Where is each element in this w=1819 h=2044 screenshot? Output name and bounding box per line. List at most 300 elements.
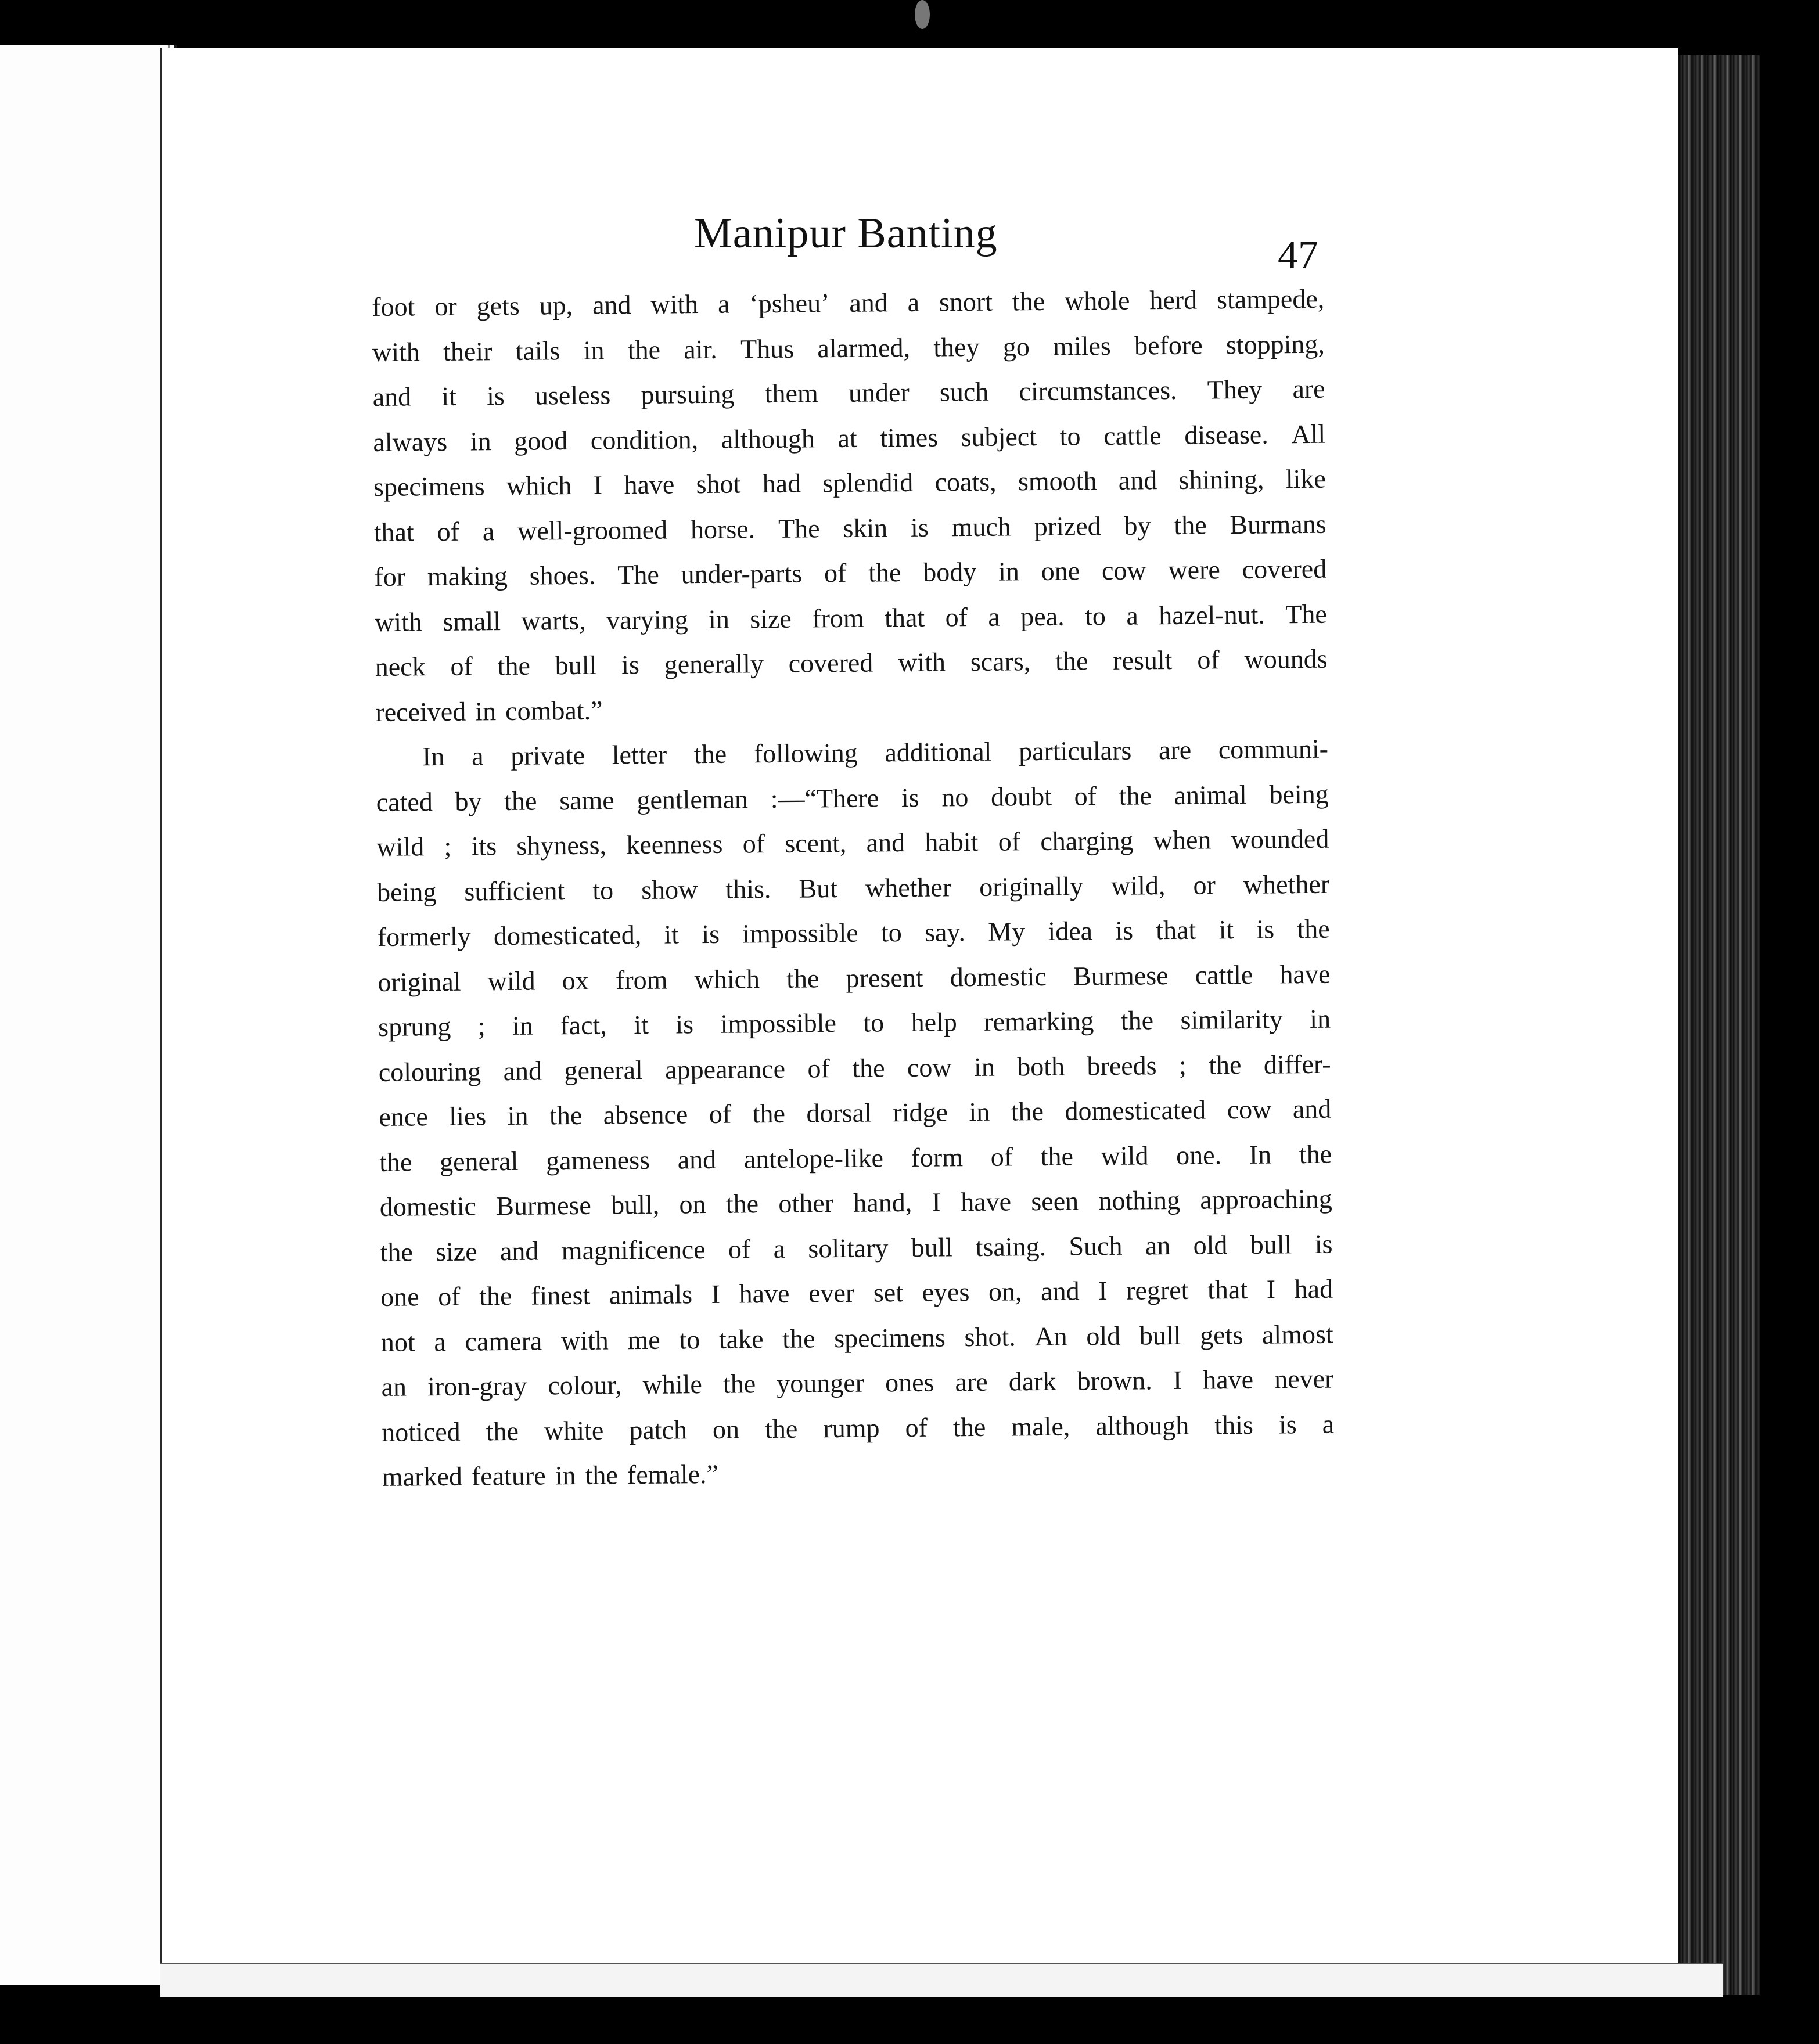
word: The: [1285, 599, 1328, 629]
word: idea: [1048, 916, 1093, 946]
word: marked: [382, 1461, 463, 1492]
text-line: [373, 501, 1326, 555]
word: splendid: [822, 467, 914, 498]
word: in: [555, 1460, 576, 1491]
word: received: [375, 696, 466, 727]
word: had: [1294, 1273, 1333, 1304]
word: to: [592, 875, 614, 905]
word: ‘pshеu’: [749, 288, 830, 319]
word: ence: [379, 1102, 428, 1132]
text-line: [378, 951, 1331, 1005]
word: the: [1209, 1049, 1242, 1079]
word: is: [901, 782, 919, 812]
word: while: [642, 1369, 703, 1399]
word: wild: [376, 832, 425, 862]
word: in: [475, 696, 497, 726]
word: result: [1113, 645, 1173, 675]
word: useless: [534, 380, 611, 411]
word: being: [1269, 779, 1329, 809]
word: stampede,: [1216, 283, 1325, 315]
word: in: [1310, 1003, 1331, 1034]
word: the: [1055, 646, 1088, 676]
text-line: [380, 1266, 1333, 1320]
word: hazel-nut.: [1158, 599, 1266, 630]
word: regret: [1126, 1275, 1189, 1305]
word: with: [897, 647, 946, 678]
word: male,: [1011, 1411, 1070, 1441]
word: it: [664, 919, 680, 949]
word: and: [866, 827, 905, 858]
word: me: [627, 1325, 660, 1355]
word: additional: [885, 736, 992, 768]
word: with: [650, 289, 699, 319]
word: the: [782, 1323, 815, 1354]
word: domestic: [379, 1191, 477, 1222]
word: cattle: [1195, 959, 1253, 990]
word: is: [910, 512, 929, 542]
word: patch: [629, 1414, 688, 1445]
word: the: [786, 963, 819, 994]
word: the: [585, 1460, 619, 1490]
word: ;: [444, 831, 452, 861]
text-line: [381, 1311, 1334, 1365]
word: An: [1034, 1321, 1067, 1351]
word: ;: [1178, 1050, 1187, 1080]
word: Thus: [740, 333, 795, 364]
word: animals: [609, 1279, 693, 1310]
word: originally: [979, 870, 1084, 902]
word: alarmed,: [817, 332, 911, 363]
word: cow: [1101, 555, 1146, 586]
body-text: [372, 276, 1335, 1500]
word: of: [709, 1099, 732, 1129]
word: covered: [1242, 553, 1327, 584]
word: for: [374, 562, 406, 592]
text-line: [378, 996, 1331, 1050]
word: iron-gray: [427, 1370, 527, 1402]
word: the: [627, 334, 661, 365]
word: varying: [606, 604, 688, 635]
word: ridge: [893, 1097, 948, 1128]
word: never: [1274, 1363, 1334, 1394]
word: a: [471, 741, 484, 771]
word: a: [717, 289, 730, 319]
word: their: [443, 336, 493, 366]
word: eyes: [922, 1277, 970, 1307]
word: size: [750, 603, 792, 634]
text-line: [379, 1131, 1332, 1185]
word: Such: [1069, 1230, 1123, 1261]
word: to: [863, 1007, 885, 1038]
word: to: [679, 1324, 700, 1354]
word: when: [1153, 825, 1212, 855]
word: the: [379, 1146, 412, 1177]
page-bottom-edge: [160, 1963, 1723, 1997]
word: the: [380, 1236, 413, 1267]
word: nothing: [1098, 1185, 1181, 1216]
word: wild: [487, 966, 535, 996]
word: are: [955, 1366, 988, 1397]
word: always: [373, 426, 448, 457]
word: with: [560, 1325, 609, 1355]
word: All: [1291, 419, 1326, 449]
facing-page-edge: [0, 45, 177, 1985]
word: from: [812, 603, 864, 633]
word: sufficient: [464, 875, 565, 906]
word: old: [1193, 1229, 1228, 1260]
word: are: [1292, 373, 1325, 404]
word: times: [880, 422, 939, 452]
word: seen: [1031, 1186, 1079, 1217]
word: it: [1218, 915, 1234, 945]
word: both: [1017, 1051, 1065, 1081]
word: prized: [1034, 510, 1101, 541]
word: size: [435, 1236, 477, 1266]
word: skin: [843, 512, 888, 543]
text-line: [374, 546, 1327, 600]
word: the: [752, 1098, 786, 1129]
word: good: [514, 425, 568, 456]
word: original: [378, 966, 461, 997]
word: of: [728, 1233, 751, 1264]
word: approaching: [1200, 1183, 1332, 1215]
word: ;: [477, 1011, 486, 1041]
word: is: [675, 1009, 694, 1039]
text-line: [373, 411, 1326, 465]
word: camera: [465, 1326, 542, 1356]
word: condition,: [590, 424, 699, 455]
word: in: [512, 1010, 534, 1041]
word: specimens: [373, 471, 485, 502]
word: shot: [696, 469, 741, 499]
word: the: [693, 739, 727, 769]
word: scent,: [785, 827, 847, 858]
word: wild,: [1110, 870, 1166, 901]
page-number: 47: [1278, 233, 1318, 278]
word: one: [380, 1282, 419, 1312]
word: I: [593, 470, 603, 500]
text-line: [376, 726, 1329, 780]
word: of: [945, 602, 968, 632]
text-line: [373, 456, 1326, 510]
word: making: [427, 560, 508, 592]
text-line: [378, 1041, 1331, 1095]
word: the: [725, 1189, 759, 1219]
word: although: [721, 423, 815, 454]
word: have: [739, 1278, 790, 1309]
word: of: [1074, 780, 1097, 811]
word: or: [1193, 869, 1216, 900]
word: shoes.: [529, 560, 596, 591]
word: take: [718, 1323, 764, 1354]
word: absence: [603, 1099, 688, 1130]
word: female.”: [627, 1459, 719, 1490]
word: animal: [1174, 779, 1248, 810]
word: snort: [939, 286, 993, 317]
word: in: [969, 1096, 990, 1127]
word: from: [615, 965, 668, 995]
word: that: [1207, 1274, 1248, 1305]
word: scars,: [970, 646, 1031, 677]
word: remarking: [984, 1006, 1094, 1037]
word: neck: [375, 652, 426, 682]
word: of: [998, 826, 1021, 857]
word: of: [450, 651, 473, 681]
word: of: [1197, 645, 1220, 675]
word: an: [1145, 1230, 1171, 1260]
word: sprung: [378, 1011, 451, 1042]
word: pursuing: [641, 379, 735, 409]
word: subject: [961, 421, 1037, 452]
word: ox: [562, 965, 589, 995]
word: at: [837, 423, 857, 453]
word: the: [1299, 1139, 1332, 1169]
word: letter: [612, 739, 667, 770]
word: and: [592, 290, 631, 320]
word: domesticated: [1065, 1095, 1206, 1126]
word: of: [437, 516, 460, 546]
word: them: [764, 378, 818, 409]
word: wild: [1101, 1140, 1149, 1171]
word: bull: [1139, 1320, 1181, 1351]
word: to: [1084, 600, 1106, 631]
word: is: [1115, 915, 1134, 945]
word: I: [1098, 1276, 1108, 1306]
word: The: [617, 559, 660, 590]
text-line: [375, 681, 1328, 735]
word: horse.: [690, 513, 756, 544]
word: show: [641, 874, 698, 905]
word: shyness,: [516, 830, 607, 861]
word: bull: [1250, 1229, 1292, 1259]
word: present: [846, 962, 923, 993]
word: this.: [725, 873, 771, 904]
word: formerly: [377, 921, 471, 952]
word: is: [1314, 1229, 1333, 1259]
text-line: [377, 861, 1330, 915]
word: up,: [539, 290, 573, 321]
word: almost: [1261, 1319, 1333, 1350]
word: disease.: [1184, 419, 1268, 450]
word: that: [1156, 915, 1196, 945]
word: is: [486, 381, 505, 411]
word: lies: [449, 1101, 487, 1131]
word: smooth: [1018, 466, 1097, 496]
word: the: [1174, 509, 1207, 540]
word: generally: [664, 649, 764, 679]
word: the: [1011, 1096, 1044, 1127]
text-line: [377, 906, 1330, 960]
word: is: [621, 650, 640, 680]
word: is: [1278, 1409, 1297, 1439]
word: body: [923, 556, 977, 587]
word: that: [884, 602, 925, 632]
word: a: [988, 602, 1001, 632]
word: in: [583, 335, 605, 365]
word: the: [1119, 780, 1152, 811]
word: rump: [823, 1412, 880, 1443]
word: small: [443, 606, 501, 636]
word: Burmans: [1230, 509, 1326, 539]
word: solitary: [808, 1232, 889, 1264]
word: bull: [911, 1232, 953, 1262]
word: in: [470, 426, 491, 456]
word: and: [503, 1055, 542, 1086]
word: on: [712, 1414, 740, 1444]
word: bull,: [610, 1189, 660, 1220]
word: the: [504, 786, 537, 816]
word: Burmese: [1073, 960, 1169, 991]
word: like: [1285, 463, 1326, 494]
word: cated: [376, 786, 433, 817]
word: habit: [925, 826, 979, 857]
word: being: [376, 876, 437, 907]
word: feature: [471, 1460, 546, 1491]
word: in: [998, 556, 1020, 586]
text-line: [380, 1176, 1333, 1230]
running-head: Manipur Banting: [694, 210, 998, 257]
word: form: [911, 1142, 964, 1172]
word: circumstances.: [1019, 375, 1177, 406]
word: colour,: [548, 1370, 622, 1401]
word: this: [1214, 1409, 1254, 1440]
word: The: [778, 513, 820, 544]
word: on: [679, 1189, 706, 1219]
word: gentleman: [637, 783, 749, 815]
word: such: [939, 376, 989, 407]
word: the: [1120, 1005, 1154, 1035]
word: fact,: [560, 1010, 607, 1041]
word: in: [973, 1052, 995, 1082]
word: by: [1124, 510, 1151, 541]
word: :—“There: [770, 782, 879, 814]
word: with: [374, 606, 423, 637]
word: in: [708, 604, 730, 634]
word: and: [1040, 1276, 1080, 1307]
text-line: [376, 816, 1329, 870]
word: the: [497, 650, 531, 681]
word: have: [624, 469, 675, 500]
word: ever: [808, 1278, 855, 1308]
word: general: [439, 1146, 519, 1176]
text-line: [380, 1221, 1333, 1275]
word: dark: [1008, 1366, 1056, 1397]
binding-shadow: [915, 0, 930, 29]
word: a: [907, 287, 920, 317]
word: a: [1322, 1409, 1335, 1439]
word: magnificence: [561, 1234, 706, 1265]
word: no: [941, 782, 969, 812]
word: the: [479, 1280, 512, 1311]
word: communi-: [1218, 733, 1329, 765]
word: the: [764, 1413, 798, 1444]
word: a: [434, 1326, 447, 1356]
word: tails: [515, 335, 560, 366]
word: the: [549, 1100, 583, 1131]
word: under: [848, 377, 910, 408]
word: In: [422, 741, 445, 772]
word: cow: [907, 1052, 952, 1082]
word: shot.: [964, 1321, 1016, 1352]
text-line: [379, 1086, 1332, 1140]
word: gets: [1199, 1319, 1243, 1350]
word: gets: [476, 290, 520, 321]
word: pea.: [1020, 601, 1065, 631]
word: I: [711, 1279, 721, 1309]
word: much: [951, 511, 1012, 542]
word: differ-: [1263, 1049, 1331, 1079]
word: is: [1256, 914, 1275, 944]
word: coats,: [934, 466, 997, 497]
word: cow: [1227, 1094, 1272, 1125]
word: same: [559, 785, 614, 815]
word: to: [880, 917, 902, 948]
word: finest: [530, 1280, 591, 1311]
word: of: [990, 1141, 1013, 1172]
word: gameness: [545, 1145, 650, 1175]
word: not: [380, 1326, 415, 1357]
word: the: [1040, 1141, 1074, 1171]
word: the: [722, 1369, 756, 1399]
text-line: [372, 276, 1325, 330]
word: were: [1168, 555, 1221, 585]
word: the: [868, 557, 901, 588]
word: the: [486, 1416, 519, 1446]
word: they: [933, 332, 980, 362]
word: to: [1059, 420, 1081, 451]
word: a: [773, 1233, 786, 1264]
word: My: [987, 916, 1026, 947]
word: domesticated,: [493, 919, 642, 951]
word: a: [1126, 600, 1138, 631]
word: and: [849, 287, 888, 318]
word: an: [381, 1372, 407, 1402]
word: colouring: [378, 1056, 481, 1087]
word: whether: [1243, 869, 1330, 899]
word: private: [511, 740, 585, 771]
word: that: [373, 516, 414, 547]
word: and: [1292, 1093, 1332, 1124]
word: cattle: [1103, 420, 1162, 451]
text-line: [382, 1446, 1335, 1500]
word: I: [1266, 1274, 1276, 1304]
word: I: [932, 1187, 941, 1217]
word: is: [702, 919, 720, 949]
text-line: [381, 1356, 1334, 1410]
word: well-groomed: [517, 514, 668, 546]
word: miles: [1052, 330, 1112, 361]
text-line: [382, 1401, 1335, 1455]
word: warts,: [521, 605, 586, 636]
word: in: [507, 1100, 529, 1131]
word: of: [824, 557, 847, 588]
word: by: [455, 786, 482, 816]
word: on,: [988, 1276, 1022, 1307]
word: impossible: [742, 917, 858, 949]
word: shining,: [1178, 464, 1264, 495]
word: following: [753, 737, 858, 769]
word: of: [905, 1412, 928, 1442]
word: keenness: [626, 829, 723, 860]
text-line: [372, 321, 1325, 375]
word: domestic: [950, 961, 1047, 992]
word: under-parts: [681, 558, 803, 589]
word: and: [499, 1236, 539, 1266]
word: wounds: [1244, 643, 1328, 674]
word: which: [694, 963, 760, 994]
word: covered: [788, 647, 873, 678]
text-line: [376, 771, 1329, 825]
